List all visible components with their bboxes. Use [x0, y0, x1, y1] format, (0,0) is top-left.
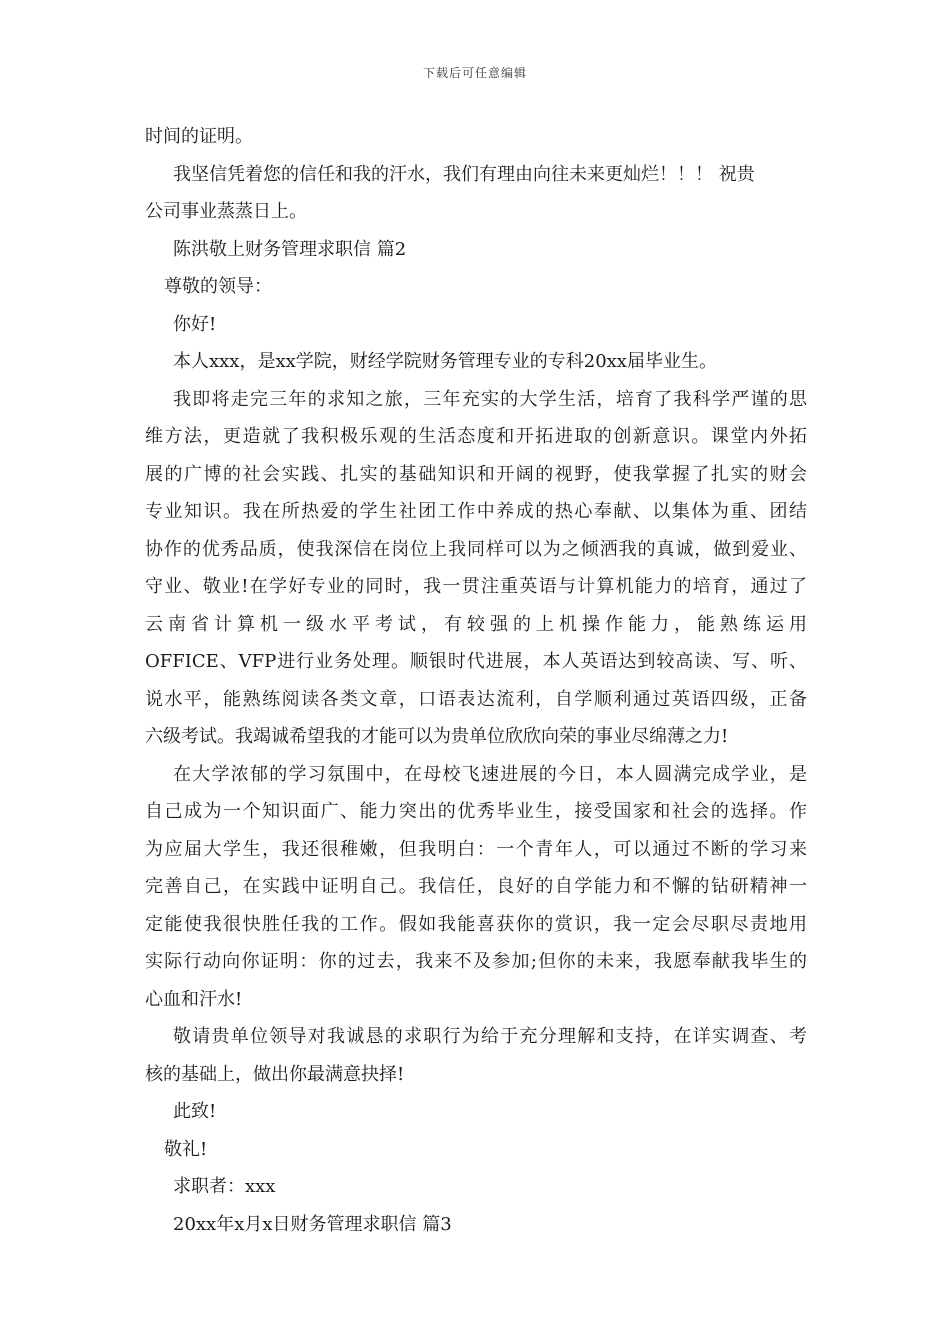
text-line: 你好! — [173, 313, 217, 335]
text-line: 公司事业蒸蒸日上。 — [145, 201, 307, 222]
text-line: 求职者：xxx — [173, 1176, 276, 1197]
text-line: 时间的证明。 — [145, 126, 253, 147]
text-line: 专业知识。我在所热爱的学生社团工作中养成的热心奉献、以集体为重、团结 — [145, 501, 807, 522]
text-line: 敬请贵单位领导对我诚恳的求职行为给于充分理解和支持，在详实调查、考 — [173, 1026, 807, 1047]
text-line: 此致! — [173, 1101, 217, 1122]
document-body — [145, 118, 807, 1243]
text-line: 协作的优秀品质，使我深信在岗位上我同样可以为之倾洒我的真诚，做到爱业、 — [145, 538, 807, 560]
text-line: 守业、敬业!在学好专业的同时，我一贯注重英语与计算机能力的培育，通过了 — [145, 576, 807, 597]
text-line: 敬礼! — [164, 1138, 208, 1160]
page-header-note: 下载后可任意编辑 — [422, 66, 527, 80]
text-line: 为应届大学生，我还很稚嫩，但我明白：一个青年人，可以通过不断的学习来 — [145, 838, 807, 860]
text-line: 在大学浓郁的学习氛围中，在母校飞速进展的今日，本人圆满完成学业，是 — [173, 763, 807, 785]
text-line: 20xx年x月x日财务管理求职信 篇3 — [173, 1213, 452, 1235]
text-line: 核的基础上，做出你最满意抉择! — [145, 1063, 405, 1085]
text-line: 实际行动向你证明：你的过去，我来不及参加;但你的未来，我愿奉献我毕生的 — [145, 951, 807, 972]
text-line: 云南省计算机一级水平考试，有较强的上机操作能力，能熟练运用 — [145, 613, 807, 635]
text-line: OFFICE、VFP进行业务处理。顺银时代进展，本人英语达到较高读、写、听、 — [145, 651, 807, 672]
text-line: 陈洪敬上财务管理求职信 篇2 — [173, 238, 407, 260]
text-line: 展的广博的社会实践、扎实的基础知识和开阔的视野，使我掌握了扎实的财会 — [145, 463, 807, 485]
text-line: 我即将走完三年的求知之旅，三年充实的大学生活，培育了我科学严谨的思 — [173, 388, 807, 410]
text-line: 我坚信凭着您的信任和我的汗水，我们有理由向往未来更灿烂！！！ 祝贵 — [173, 163, 755, 185]
text-line: 尊敬的领导： — [164, 276, 272, 297]
text-line: 六级考试。我竭诚希望我的才能可以为贵单位欣欣向荣的事业尽绵薄之力! — [145, 726, 729, 747]
text-line: 心血和汗水! — [145, 988, 243, 1010]
text-line: 维方法，更造就了我积极乐观的生活态度和开拓进取的创新意识。课堂内外拓 — [145, 426, 807, 447]
text-line: 自己成为一个知识面广、能力突出的优秀毕业生，接受国家和社会的选择。作 — [145, 801, 807, 822]
text-line: 定能使我很快胜任我的工作。假如我能喜获你的赏识，我一定会尽职尽责地用 — [145, 913, 807, 935]
text-line: 完善自己，在实践中证明自己。我信任，良好的自学能力和不懈的钻研精神一 — [145, 876, 807, 897]
text-line: 说水平，能熟练阅读各类文章，口语表达流利，自学顺利通过英语四级，正备 — [145, 688, 807, 710]
text-line: 本人xxx，是xx学院，财经学院财务管理专业的专科20xx届毕业生。 — [173, 351, 717, 372]
